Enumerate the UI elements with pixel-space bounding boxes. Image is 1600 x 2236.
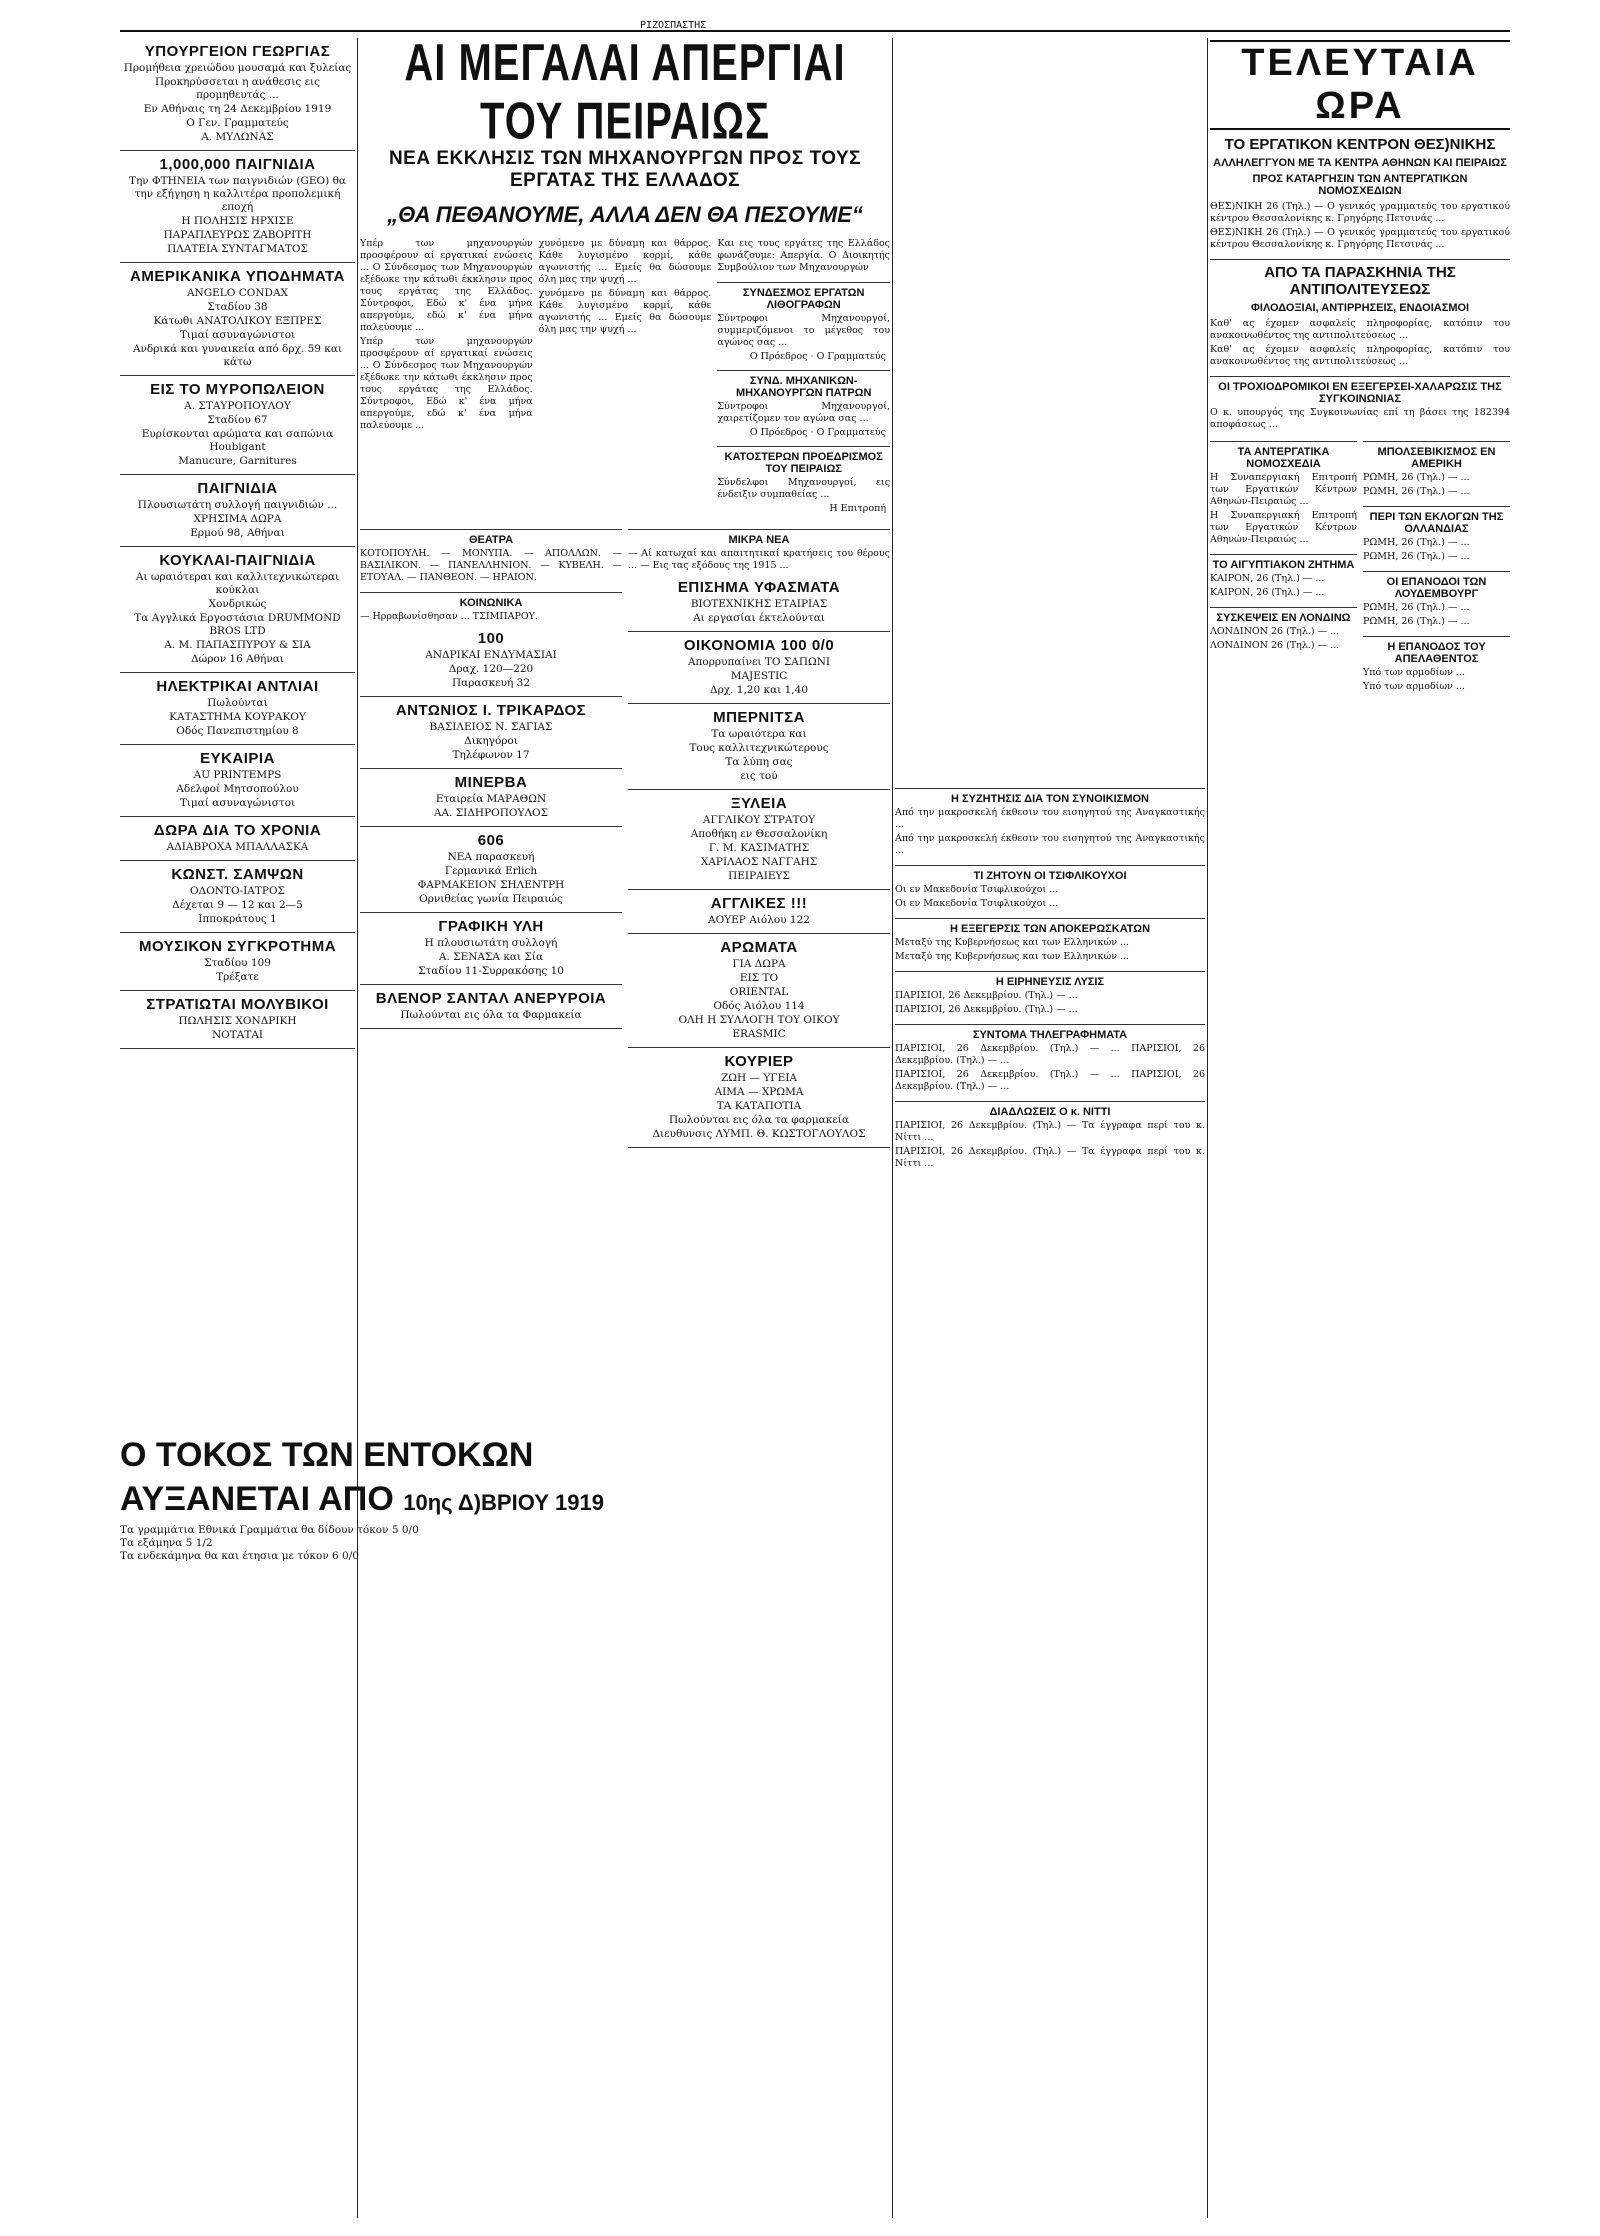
- classified-ad: [628, 704, 890, 790]
- main-story-column: [360, 38, 890, 1148]
- ad-line: Εταιρεία ΜΑΡΑΘΩΝ: [435, 793, 547, 805]
- ad-title: ΟΙΚΟΝΟΜΙΑ 100 0/0: [683, 637, 835, 654]
- ad-line: Ανδρικά και γυναικεία από δρχ. 59 και κάτω: [132, 343, 343, 368]
- main-subheadline: ΝΕΑ ΕΚΚΛΗΣΙΣ ΤΩΝ ΜΗΧΑΝΟΥΡΓΩΝ ΠΡΟΣ ΤΟΥΣ ΕΡΓΑΤΑΣ ΤΗΣ ΕΛΛΑΔΟΣ: [388, 148, 862, 191]
- interest-rate-ad: [120, 1430, 604, 1563]
- lead-subheading-2: ΠΡΟΣ ΚΑΤΑΡΓΗΣΙΝ ΤΩΝ ΑΝΤΕΡΓΑΤΙΚΩΝ ΝΟΜΟΣΧΕΔΙΩΝ: [1252, 173, 1468, 197]
- latest-hour-banner: ΤΕΛΕΥΤΑΙΑ ΩΡΑ: [1210, 40, 1510, 130]
- classified-ad: [628, 934, 890, 1048]
- ad-line: ΓΙΑ ΔΩΡΑ: [732, 958, 786, 970]
- ad-line: Δώρον 16 Αθήναι: [191, 653, 284, 665]
- ad-line: ΠΕΙΡΑΙΕΥΣ: [728, 870, 790, 882]
- ad-title: ΚΟΥΚΛΑΙ-ΠΑΙΓΝΙΔΙΑ: [159, 552, 316, 569]
- news-text: ΠΑΡΙΣΙΟΙ, 26 Δεκεμβρίου. (Τηλ.) — ...: [895, 1004, 1078, 1015]
- short-news-text: — Αί κατωχαί και απαιτητικαί κρατήσεις του θέρους ... — Εις τας εξόδους της 1915 ...: [628, 548, 890, 571]
- news-heading: Η ΣΥΖΗΤΗΣΙΣ ΔΙΑ ΤΟΝ ΣΥΝΟΙΚΙΣΜΟΝ: [895, 788, 1205, 805]
- ad-line: Α. Μ. ΠΑΠΑΣΠΥΡΟΥ & ΣΙΑ: [164, 639, 311, 651]
- ad-line: Γερμανικά Erlich: [444, 865, 538, 877]
- news-text: ΚΑΙΡΟΝ, 26 (Τηλ.) — ...: [1210, 573, 1325, 584]
- ad-line: ΧΡΗΣΙΜΑ ΔΩΡΑ: [193, 513, 282, 525]
- news-text: Οι εν Μακεδονία Τσιφλικούχοι ...: [895, 898, 1059, 909]
- ad-line: ΦΑΡΜΑΚΕΙΟΝ ΣΗΛΕΝΤΡΗ: [417, 879, 565, 891]
- article-text: Και εις τους εργάτες της Ελλάδος φωνάζουμε: Απεργία. Ο Διοικητής Συμβούλιον των Μηχανουργών: [717, 238, 890, 273]
- ad-line: Τα λύπη σας: [725, 756, 793, 768]
- ad-title: ΕΥΚΑΙΡΙΑ: [200, 750, 275, 767]
- news-text: Η Συναπεργιακή Επιτροπή των Εργατικών Κέντρων Αθηνών-Πειραιώς ...: [1210, 510, 1357, 545]
- news-text: Οι εν Μακεδονία Τσιφλικούχοι ...: [895, 884, 1059, 895]
- ad-line: Οδός Πανεπιστημίου 8: [176, 725, 299, 737]
- classified-ad: [120, 547, 355, 673]
- signature: Η Επιτροπή: [829, 503, 887, 514]
- main-headline: ΑΙ ΜΕΓΑΛΑΙ ΑΠΕΡΓΙΑΙ ΤΟΥ ΠΕΙΡΑΙΩΣ: [404, 38, 846, 151]
- ad-line: Προκηρύσσεται η ανάθεσις εις προμηθευτάς ...: [154, 76, 321, 101]
- classified-ad: [120, 38, 355, 151]
- ad-line: ΧΑΡΙΛΑΟΣ ΝΑΓΓΑΗΣ: [700, 856, 818, 868]
- ad-title: ΚΩΝΣΤ. ΣΑΜΨΩΝ: [171, 866, 304, 883]
- ad-line: Δέχεται 9 — 12 και 2—5: [172, 899, 303, 911]
- ad-line: Τρέξατε: [216, 971, 259, 983]
- ad-line: Manucure, Garnitures: [178, 455, 297, 467]
- ad-title: ΑΓΓΛΙΚΕΣ !!!: [710, 895, 808, 912]
- ad-line: ΑΟΥΕΡ Αιόλου 122: [708, 914, 810, 926]
- interest-row: Τα γραμμάτια Εθνικά Γραμμάτια θα δίδουν τόκον 5 0/0: [120, 1524, 419, 1536]
- news-text: Από την μακροσκελή έκθεσιν του εισηγητού της Αναγκαστικής ...: [895, 807, 1205, 830]
- ad-line: Ευρίσκονται αρώματα και σαπώνια Houbigant: [141, 428, 334, 453]
- ad-line: Οδός Αιόλου 114: [713, 1000, 805, 1012]
- news-heading: Η ΕΠΑΝΟΔΟΣ ΤΟΥ ΑΠΕΛΑΘΕΝΤΟΣ: [1363, 636, 1510, 665]
- ad-line: ΚΑΤΑΣΤΗΜΑ ΚΟΥΡΑΚΟΥ: [169, 711, 306, 723]
- ad-title: ΓΡΑΦΙΚΗ ΥΛΗ: [438, 918, 544, 935]
- interest-headline-1: Ο ΤΟΚΟΣ ΤΩΝ ΕΝΤΟΚΩΝ: [120, 1436, 534, 1474]
- ad-line: Ιπποκράτους 1: [198, 913, 277, 925]
- ad-line: Η πλουσιωτάτη συλλογή: [424, 937, 558, 949]
- ad-line: ORIENTAL: [729, 986, 789, 998]
- news-heading: Η ΕΞΕΓΕΡΣΙΣ ΤΩΝ ΑΠΟΚΕΡΩΣΚΑΤΩΝ: [895, 918, 1205, 935]
- classified-ad: [120, 933, 355, 991]
- ad-line: ΑΓΓΛΙΚΟΥ ΣΤΡΑΤΟΥ: [702, 814, 816, 826]
- classified-ad: [628, 574, 890, 632]
- classified-ad: [628, 790, 890, 890]
- union-statement-text: Σύντροφοι Μηχανουργοί, συμμεριζόμενοι το μέγεθος του αγώνος σας ...: [717, 313, 890, 348]
- news-text: ΡΩΜΗ, 26 (Τηλ.) — ...: [1363, 486, 1470, 497]
- ad-line: Αι ωραιότεραι και καλλιτεχνικώτεραι κούκλαι: [135, 571, 340, 596]
- ad-title: ΜΟΥΣΙΚΟΝ ΣΥΓΚΡΟΤΗΜΑ: [138, 938, 337, 955]
- tram-text: Ο κ. υπουργός της Συγκοινωνίας επί τη βάσει της 182394 αποφάσεως ...: [1210, 407, 1510, 430]
- ad-line: ΠΛΑΤΕΙΑ ΣΥΝΤΑΓΜΑΤΟΣ: [167, 243, 308, 255]
- news-text: ΡΩΜΗ, 26 (Τηλ.) — ...: [1363, 537, 1470, 548]
- article-text: Υπέρ των μηχανουργών προσφέρουν αί εργατικαί ενώσεις ... Ο Σύνδεσμος των Μηχανουργών εξέδωκε την κάτωθι έκκλησιν προς τους εργάτας της Ελλάδος. Σύντροφοι, Εδώ κ' ένα μήνα απεργούμε, εδώ κ' ένα μήνα παλεύουμε ...: [360, 336, 533, 431]
- ad-title: ΠΑΙΓΝΙΔΙΑ: [197, 480, 278, 497]
- top-rule: [120, 30, 1510, 32]
- ad-line: Τηλέφωνον 17: [452, 749, 530, 761]
- news-heading: ΤΑ ΑΝΤΕΡΓΑΤΙΚΑ ΝΟΜΟΣΧΕΔΙΑ: [1210, 441, 1357, 470]
- ad-title: ΥΠΟΥΡΓΕΙΟΝ ΓΕΩΡΓΙΑΣ: [144, 43, 331, 60]
- ad-title: 1,000,000 ΠΑΙΓΝΙΔΙΑ: [159, 156, 316, 173]
- ad-line: ΟΔΟΝΤΟ-ΙΑΤΡΟΣ: [190, 885, 285, 897]
- ad-line: Πλουσιωτάτη συλλογή παιγνιδιών ...: [137, 499, 338, 511]
- ad-line: ΒΙΟΤΕΧΝΙΚΗΣ ΕΤΑΙΡΙΑΣ: [690, 598, 828, 610]
- union-statement-heading: ΣΥΝΔΕΣΜΟΣ ΕΡΓΑΤΩΝ ΛΙΘΟΓΡΑΦΩΝ: [717, 282, 890, 311]
- classified-ad: [120, 745, 355, 817]
- classified-ad: [120, 991, 355, 1049]
- lead-text: ΘΕΣ)ΝΙΚΗ 26 (Τηλ.) — Ο γενικός γραμματεύς του εργατικού κέντρου Θεσσαλονίκης κ. Γρηγόρης Πετσινάς ...: [1210, 227, 1510, 250]
- ad-title: ΕΙΣ ΤΟ ΜΥΡΟΠΩΛΕΙΟΝ: [150, 381, 325, 398]
- news-text: Η Συναπεργιακή Επιτροπή των Εργατικών Κέντρων Αθηνών-Πειραιώς ...: [1210, 472, 1357, 507]
- ad-line: Σταδίου 67: [207, 414, 268, 426]
- signature: Ο Πρόεδρος · Ο Γραμματεύς: [749, 351, 887, 362]
- article-text: χυνόμενο με δύναμη και θάρρος. Κάθε λυγισμένο κορμί, κάθε αγωνιστής ... Εμείς θα δώσουμε όλη μας την ψυχή ...: [538, 288, 712, 335]
- masthead-tag: ΡΙΖΟΣΠΑΣΤΗΣ: [640, 20, 707, 31]
- ad-title: ΜΠΕΡΝΙΤΣΑ: [713, 709, 805, 726]
- news-text: ΠΑΡΙΣΙΟΙ, 26 Δεκεμβρίου. (Τηλ.) — Τα έγγραφα περί του κ. Νίττι ...: [895, 1120, 1205, 1143]
- news-heading: ΜΠΟΛΣΕΒΙΚΙΣΜΟΣ ΕΝ ΑΜΕΡΙΚΗ: [1363, 441, 1510, 470]
- opposition-text: Καθ' ας έχομεν ασφαλείς πληροφορίας, κατόπιν του ανακοινωθέντος της αντιπολιτεύσεως ...: [1210, 344, 1510, 367]
- news-heading: ΤΙ ΖΗΤΟΥΝ ΟΙ ΤΣΙΦΛΙΚΟΥΧΟΙ: [895, 865, 1205, 882]
- lead-heading: ΤΟ ΕΡΓΑΤΙΚΟΝ ΚΕΝΤΡΟΝ ΘΕΣ)ΝΙΚΗΣ: [1224, 136, 1496, 153]
- ad-line: ΤΑ ΚΑΤΑΠΟΤΙΑ: [716, 1100, 802, 1112]
- ad-line: ΟΛΗ Η ΣΥΛΛΟΓΗ ΤΟΥ ΟΙΚΟΥ: [678, 1014, 840, 1026]
- ad-line: ANGELO CONDAX: [186, 287, 289, 299]
- ad-line: ΒΑΣΙΛΕΙΟΣ Ν. ΣΑΓΙΑΣ: [429, 721, 553, 733]
- news-heading: ΤΟ ΑΙΓΥΠΤΙΑΚΟΝ ΖΗΤΗΜΑ: [1210, 554, 1357, 571]
- ad-line: Αι εργασίαι έκτελούνται: [693, 612, 825, 624]
- short-news-heading: ΜΙΚΡΑ ΝΕΑ: [628, 529, 890, 546]
- news-heading: ΣΥΝΤΟΜΑ ΤΗΛΕΓΡΑΦΗΜΑΤΑ: [895, 1024, 1205, 1041]
- ad-line: Τους καλλιτεχνικώτερους: [689, 742, 829, 754]
- classified-ad: [120, 151, 355, 263]
- col4-lower: [1210, 433, 1510, 695]
- ad-line: ΝΕΑ παρασκευή: [447, 851, 535, 863]
- ad-line: Δραχ. 120—220: [448, 663, 534, 675]
- ad-line: Κάτωθι ΑΝΑΤΟΛΙΚΟΥ ΕΞΠΡΕΣ: [153, 315, 322, 327]
- news-heading: ΔΙΑΔΛΩΣΕΙΣ Ο κ. ΝΙΤΤΙ: [895, 1101, 1205, 1118]
- ad-line: Δικηγόροι: [464, 735, 518, 747]
- classified-ad: [120, 376, 355, 475]
- ad-title: ΑΜΕΡΙΚΑΝΙΚΑ ΥΠΟΔΗΜΑΤΑ: [130, 268, 345, 285]
- classified-ad: [360, 985, 622, 1029]
- theatres-heading: ΘΕΑΤΡΑ: [360, 529, 622, 546]
- ad-title: ΒΛΕΝΟΡ ΣΑΝΤΑΛ ΑΝΕΡΥΡΟΙΑ: [375, 990, 607, 1007]
- column-divider: [1207, 38, 1208, 2218]
- ad-line: Ερμού 98, Αθήναι: [190, 527, 285, 539]
- ad-title: ΑΡΩΜΑΤΑ: [720, 939, 798, 956]
- ad-line: Αδελφοί Μητσοπούλου: [176, 783, 299, 795]
- main-quote: „ΘΑ ΠΕΘΑΝΟΥΜΕ, ΑΛΛΑ ΔΕΝ ΘΑ ΠΕΣΟΥΜΕ“: [387, 202, 863, 227]
- classified-ad: [120, 817, 355, 861]
- ad-line: ΕΙΣ ΤΟ: [739, 972, 779, 984]
- ad-title: ΔΩΡΑ ΔΙΑ ΤΟ ΧΡΟΝΙΑ: [153, 822, 322, 839]
- ad-line: ΖΩΗ — ΥΓΕΙΑ: [721, 1072, 797, 1084]
- classified-ad: [628, 890, 890, 934]
- ad-line: Σταδίου 109: [204, 957, 271, 969]
- ad-line: AU PRINTEMPS: [193, 769, 282, 781]
- lower-main-section: [360, 521, 890, 1148]
- tram-heading: ΟΙ ΤΡΟΧΙΟΔΡΟΜΙΚΟΙ ΕΝ ΕΞΕΓΕΡΣΕΙ-ΧΑΛΑΡΩΣΙΣ ΤΗΣ ΣΥΓΚΟΙΝΩΝΙΑΣ: [1210, 376, 1510, 405]
- ad-line: Ο Γεν. Γραμματεύς: [186, 117, 289, 129]
- news-text: ΠΑΡΙΣΙΟΙ, 26 Δεκεμβρίου. (Τηλ.) — ... ΠΑΡΙΣΙΟΙ, 26 Δεκεμβρίου. (Τηλ.) — ...: [895, 1043, 1205, 1066]
- social-text: — Ηρραβωνίσθησαν ... ΤΣΙΜΠΑΡΟΥ.: [360, 611, 538, 622]
- classified-ad: [360, 913, 622, 985]
- theatres-text: ΚΟΤΟΠΟΥΛΗ. — ΜΟΝΥΠΑ. — ΑΠΟΛΛΩΝ. — ΒΑΣΙΛΙΚΟΝ. — ΠΑΝΕΛΛΗΝΙΟΝ. — ΚΥΒΕΛΗ. — ΕΤΟΥΑΛ. — ΠΑΝΘΕΟΝ. — ΗΡΑΙΟΝ.: [360, 548, 622, 583]
- ad-line: Την ΦΤΗΝΕΙΑ των παιγνιδιών (GEO) θα την εξήγηση η καλλιτέρα προπολεμική εποχή: [128, 175, 346, 213]
- news-text: ΠΑΡΙΣΙΟΙ, 26 Δεκεμβρίου. (Τηλ.) — ... ΠΑΡΙΣΙΟΙ, 26 Δεκεμβρίου. (Τηλ.) — ...: [895, 1069, 1205, 1092]
- news-text: Μεταξύ της Κυβερνήσεως και των Ελληνικών ...: [895, 937, 1130, 948]
- classified-ad: [628, 1048, 890, 1148]
- signature: Ο Πρόεδρος · Ο Γραμματεύς: [749, 427, 887, 438]
- interest-row: Τα εξάμηνα 5 1/2: [120, 1537, 213, 1549]
- ad-line: Γ. Μ. ΚΑΣΙΜΑΤΗΣ: [708, 842, 810, 854]
- news-text: ΡΩΜΗ, 26 (Τηλ.) — ...: [1363, 551, 1470, 562]
- classified-ad: [120, 673, 355, 745]
- interest-headline-2: ΑΥΞΑΝΕΤΑΙ ΑΠΟ 10ης Δ)ΒΡΙΟΥ 1919: [120, 1480, 604, 1518]
- ad-line: Εν Αθήναις τη 24 Δεκεμβρίου 1919: [143, 103, 332, 115]
- ad-title: ΞΥΛΕΙΑ: [730, 795, 788, 812]
- union-statement-text: Σύνδελφοι Μηχανουργοί, εις ένδειξιν συμπαθείας ...: [717, 477, 890, 500]
- newspaper-page: [120, 20, 1600, 2220]
- ad-line: ΑΙΜΑ — ΧΡΩΜΑ: [714, 1086, 804, 1098]
- opposition-heading: ΑΠΟ ΤΑ ΠΑΡΑΣΚΗΝΙΑ ΤΗΣ ΑΝΤΙΠΟΛΙΤΕΥΣΕΩΣ: [1210, 259, 1510, 298]
- ad-line: Πωλούνται εις όλα τα φαρμακεία: [669, 1114, 849, 1126]
- union-statement-text: Σύντροφοι Μηχανουργοί, χαιρετίζομεν τον αγώνα σας ...: [717, 401, 890, 424]
- ad-line: ERASMIC: [732, 1028, 786, 1040]
- ad-title: ΜΙΝΕΡΒΑ: [454, 774, 528, 791]
- news-heading: ΟΙ ΕΠΑΝΟΔΟΙ ΤΩΝ ΛΟΥΔΕΜΒΟΥΡΓ: [1363, 571, 1510, 600]
- opposition-subheading: ΦΙΛΟΔΟΞΙΑΙ, ΑΝΤΙΡΡΗΣΕΙΣ, ΕΝΔΟΙΑΣΜΟΙ: [1250, 302, 1470, 314]
- news-text: Υπό των αρμοδίων ...: [1363, 681, 1465, 692]
- news-text: ΡΩΜΗ, 26 (Τηλ.) — ...: [1363, 602, 1470, 613]
- ad-line: Α. ΣΤΑΥΡΟΠΟΥΛΟΥ: [184, 400, 291, 412]
- ad-line: Τιμαί ασυναγώνιστοι: [179, 797, 296, 809]
- news-heading: ΠΕΡΙ ΤΩΝ ΕΚΛΟΓΩΝ ΤΗΣ ΟΛΛΑΝΔΙΑΣ: [1363, 506, 1510, 535]
- opposition-text: Καθ' ας έχομεν ασφαλείς πληροφορίας, κατόπιν του ανακοινωθέντος της αντιπολιτεύσεως ...: [1210, 318, 1510, 341]
- classified-ad: [120, 475, 355, 547]
- ads-column: [120, 38, 355, 1049]
- news-text: ΡΩΜΗ, 26 (Τηλ.) — ...: [1363, 472, 1470, 483]
- news-heading: ΣΥΣΚΕΨΕΙΣ ΕΝ ΛΟΝΔΙΝΩ: [1210, 607, 1357, 624]
- classified-ad: [360, 625, 622, 697]
- ad-line: Σταδίου 38: [207, 301, 268, 313]
- classified-ad: [120, 263, 355, 376]
- classified-ad: [120, 861, 355, 933]
- ad-line: Χονδρικώς: [208, 598, 267, 610]
- news-text: Μεταξύ της Κυβερνήσεως και των Ελληνικών ...: [895, 951, 1130, 962]
- ad-line: ΑΔΙΑΒΡΟΧΑ ΜΠΑΛΛΑΣΚΑ: [166, 841, 309, 853]
- news-heading: Η ΕΙΡΗΝΕΥΣΙΣ ΛΥΣΙΣ: [895, 971, 1205, 988]
- news-text: ΠΑΡΙΣΙΟΙ, 26 Δεκεμβρίου. (Τηλ.) — Τα έγγραφα περί του κ. Νίττι ...: [895, 1146, 1205, 1169]
- ad-line: Α. ΣΕΝΑΣΑ και Σία: [438, 951, 544, 963]
- ad-line: MAJESTIC: [730, 670, 788, 682]
- union-statement-heading: ΚΑΤΟΣΤΕΡΩΝ ΠΡΟΕΔΡΙΣΜΟΣ ΤΟΥ ΠΕΙΡΑΙΩΣ: [717, 446, 890, 475]
- ad-line: ΑΝΔΡΙΚΑΙ ΕΝΔΥΜΑΣΙΑΙ: [425, 649, 557, 661]
- ad-line: ΝΟΤΑΤΑΙ: [211, 1029, 264, 1041]
- news-text: ΛΟΝΔΙΝΟΝ 26 (Τηλ.) — ...: [1210, 626, 1340, 637]
- news-text: ΠΑΡΙΣΙΟΙ, 26 Δεκεμβρίου. (Τηλ.) — ...: [895, 990, 1078, 1001]
- social-heading: ΚΟΙΝΩΝΙΚΑ: [360, 592, 622, 609]
- ad-line: Δρχ. 1,20 και 1,40: [710, 684, 808, 696]
- ad-title: ΕΠΙΣΗΜΑ ΥΦΑΣΜΑΤΑ: [677, 579, 841, 596]
- classified-ad: [628, 632, 890, 704]
- ad-line: ΠΑΡΑΠΛΕΥΡΩΣ ΖΑΒΟΡΙΤΗ: [163, 229, 312, 241]
- ad-title: 606: [477, 832, 505, 849]
- news-column: [895, 780, 1205, 1172]
- news-text: Υπό των αρμοδίων ...: [1363, 667, 1465, 678]
- news-text: ΚΑΙΡΟΝ, 26 (Τηλ.) — ...: [1210, 587, 1325, 598]
- ad-line: ΠΩΛΗΣΙΣ ΧΟΝΔΡΙΚΗ: [178, 1015, 297, 1027]
- column-divider: [892, 38, 893, 2218]
- lead-text: ΘΕΣ)ΝΙΚΗ 26 (Τηλ.) — Ο γενικός γραμματεύς του εργατικού κέντρου Θεσσαλονίκης κ. Γρηγόρης Πετσινάς ...: [1210, 201, 1510, 224]
- ad-title: ΗΛΕΚΤΡΙΚΑΙ ΑΝΤΛΙΑΙ: [156, 678, 319, 695]
- classified-ad: [360, 769, 622, 827]
- ad-title: ΚΟΥΡΙΕΡ: [724, 1053, 794, 1070]
- ad-line: Παρασκευή 32: [451, 677, 531, 689]
- ad-title: ΣΤΡΑΤΙΩΤΑΙ ΜΟΛΥΒΙΚΟΙ: [146, 996, 329, 1013]
- ad-title: 100: [477, 630, 505, 647]
- interest-row: Τα ενδεκάμηνα θα και έτησια με τόκον 6 0/0: [120, 1550, 359, 1562]
- ad-line: Η ΠΟΛΗΣΙΣ ΗΡΧΙΣΕ: [181, 215, 294, 227]
- union-statement-heading: ΣΥΝΔ. ΜΗΧΑΝΙΚΩΝ-ΜΗΧΑΝΟΥΡΓΩΝ ΠΑΤΡΩΝ: [717, 370, 890, 399]
- ad-line: Τα ωραιότερα και: [711, 728, 807, 740]
- ad-line: Αποθήκη εν Θεσσαλονίκη: [690, 828, 828, 840]
- latest-news-column: [1210, 38, 1510, 695]
- lead-subheading: ΑΛΛΗΛΕΓΓΥΟΝ ΜΕ ΤΑ ΚΕΝΤΡΑ ΑΘΗΝΩΝ ΚΑΙ ΠΕΙΡΑΙΩΣ: [1213, 157, 1507, 169]
- ad-line: εις τού: [740, 770, 778, 782]
- ad-title: ΑΝΤΩΝΙΟΣ Ι. ΤΡΙΚΑΡΔΟΣ: [395, 702, 587, 719]
- article-text: χυνόμενο με δύναμη και θάρρος. Κάθε λυγισμένο κορμί, κάθε αγωνιστής ... Εμείς θα δώσουμε όλη μας την ψυχή ...: [538, 238, 712, 285]
- ad-line: Σταδίου 11-Συρρακόσης 10: [418, 965, 564, 977]
- ad-line: Προμήθεια χρειώδου μουσαμά και ξυλείας: [123, 62, 352, 74]
- classified-ad: [360, 697, 622, 769]
- classified-ad: [360, 827, 622, 913]
- news-text: ΡΩΜΗ, 26 (Τηλ.) — ...: [1363, 616, 1470, 627]
- ad-line: Α. ΜΥΛΩΝΑΣ: [201, 131, 274, 143]
- main-story-body: [360, 236, 890, 515]
- ad-line: Πωλούνται: [207, 697, 268, 709]
- ad-line: Απορρυπαίνει ΤΟ ΣΑΠΩΝΙ: [687, 656, 831, 668]
- ad-line: ΑΑ. ΣΙΔΗΡΟΠΟΥΛΟΣ: [433, 807, 549, 819]
- article-text: Υπέρ των μηχανουργών προσφέρουν αί εργατικαί ενώσεις ... Ο Σύνδεσμος των Μηχανουργών εξέδωκε την κάτωθι έκκλησιν προς τους εργάτας της Ελλάδος. Σύντροφοι, Εδώ κ' ένα μήνα απεργούμε, εδώ κ' ένα μήνα παλεύουμε ...: [360, 238, 533, 333]
- column-divider: [357, 38, 358, 2218]
- ad-line: Τιμαί ασυναγώνιστοι: [179, 329, 296, 341]
- news-text: ΛΟΝΔΙΝΟΝ 26 (Τηλ.) — ...: [1210, 640, 1340, 651]
- ad-line: Τα Αγγλικά Εργοστάσια DRUMMOND BROS LTD: [134, 612, 341, 637]
- ad-line: Διευθυνσις ΛΥΜΠ. Θ. ΚΩΣΤΟΓΛΟΥΛΟΣ: [652, 1128, 866, 1140]
- ad-line: Ορνιθείας γωνία Πειραιώς: [419, 893, 563, 905]
- news-text: Από την μακροσκελή έκθεσιν του εισηγητού της Αναγκαστικής ...: [895, 833, 1205, 856]
- ad-line: Πωλούνται εις όλα τα Φαρμακεία: [400, 1009, 582, 1021]
